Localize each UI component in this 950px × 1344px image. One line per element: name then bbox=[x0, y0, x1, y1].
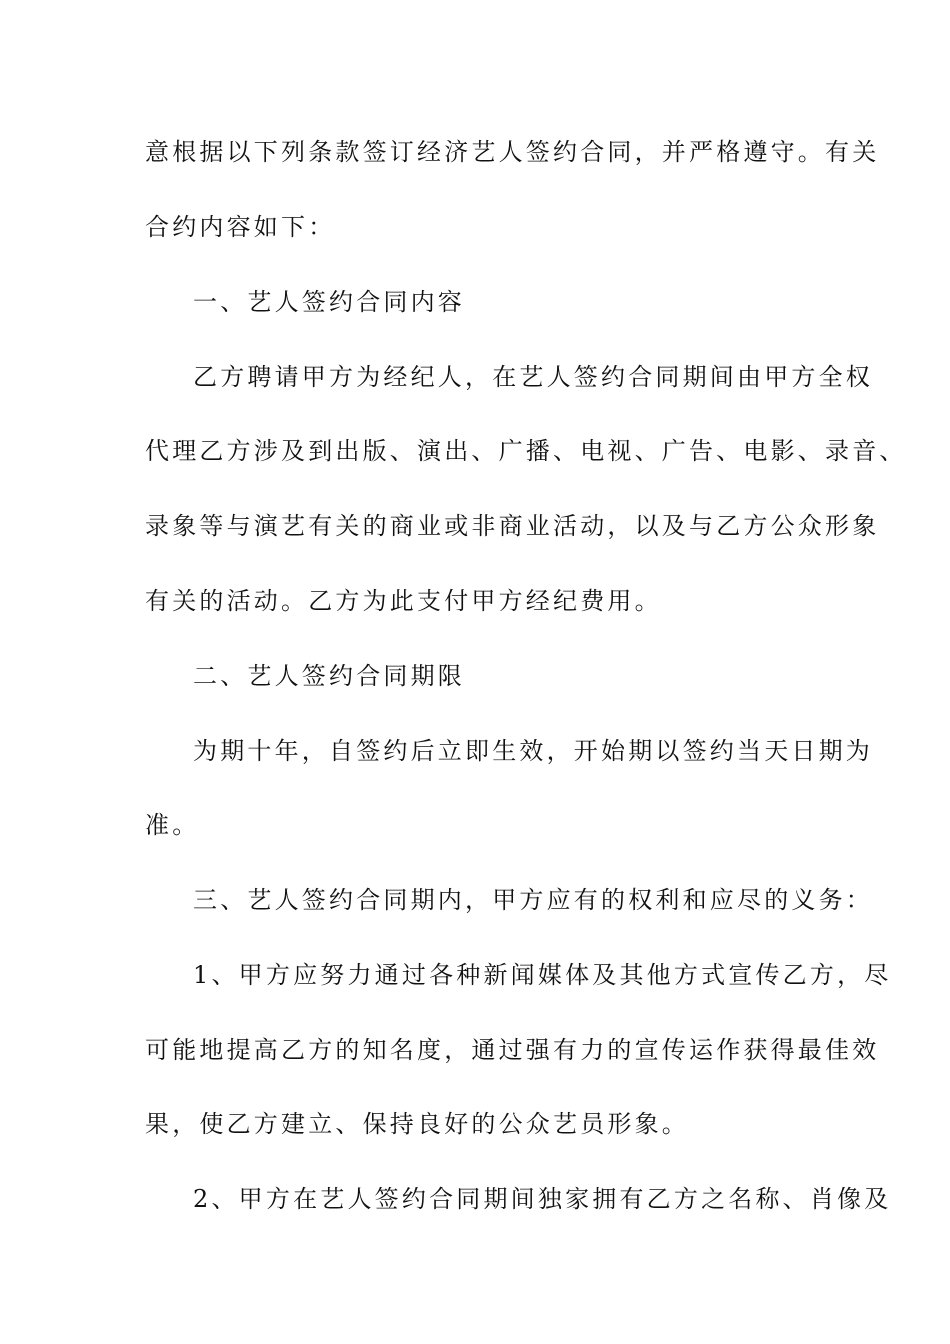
section-heading: 三、艺人签约合同期内，甲方应有的权利和应尽的义务： bbox=[193, 886, 873, 914]
text-line: 代理乙方涉及到出版、演出、广播、电视、广告、电影、录音、 bbox=[145, 437, 907, 465]
text-line: 可能地提高乙方的知名度，通过强有力的宣传运作获得最佳效 bbox=[145, 1036, 880, 1064]
section-heading: 二、艺人签约合同期限 bbox=[193, 662, 465, 690]
text-line: 有关的活动。乙方为此支付甲方经纪费用。 bbox=[145, 587, 662, 615]
text-line: 为期十年，自签约后立即生效，开始期以签约当天日期为 bbox=[193, 737, 873, 765]
text-line: 意根据以下列条款签订经济艺人签约合同，并严格遵守。有关 bbox=[145, 138, 880, 166]
text-line: 乙方聘请甲方为经纪人，在艺人签约合同期间由甲方全权 bbox=[193, 363, 873, 391]
text-line: 合约内容如下： bbox=[145, 213, 336, 241]
section-heading: 一、艺人签约合同内容 bbox=[193, 288, 465, 316]
text-line: 2、甲方在艺人签约合同期间独家拥有乙方之名称、肖像及 bbox=[193, 1185, 892, 1213]
text-line: 1、甲方应努力通过各种新闻媒体及其他方式宣传乙方，尽 bbox=[193, 961, 892, 989]
text-line: 录象等与演艺有关的商业或非商业活动，以及与乙方公众形象 bbox=[145, 512, 880, 540]
text-line: 果，使乙方建立、保持良好的公众艺员形象。 bbox=[145, 1110, 689, 1138]
text-line: 准。 bbox=[145, 811, 200, 839]
